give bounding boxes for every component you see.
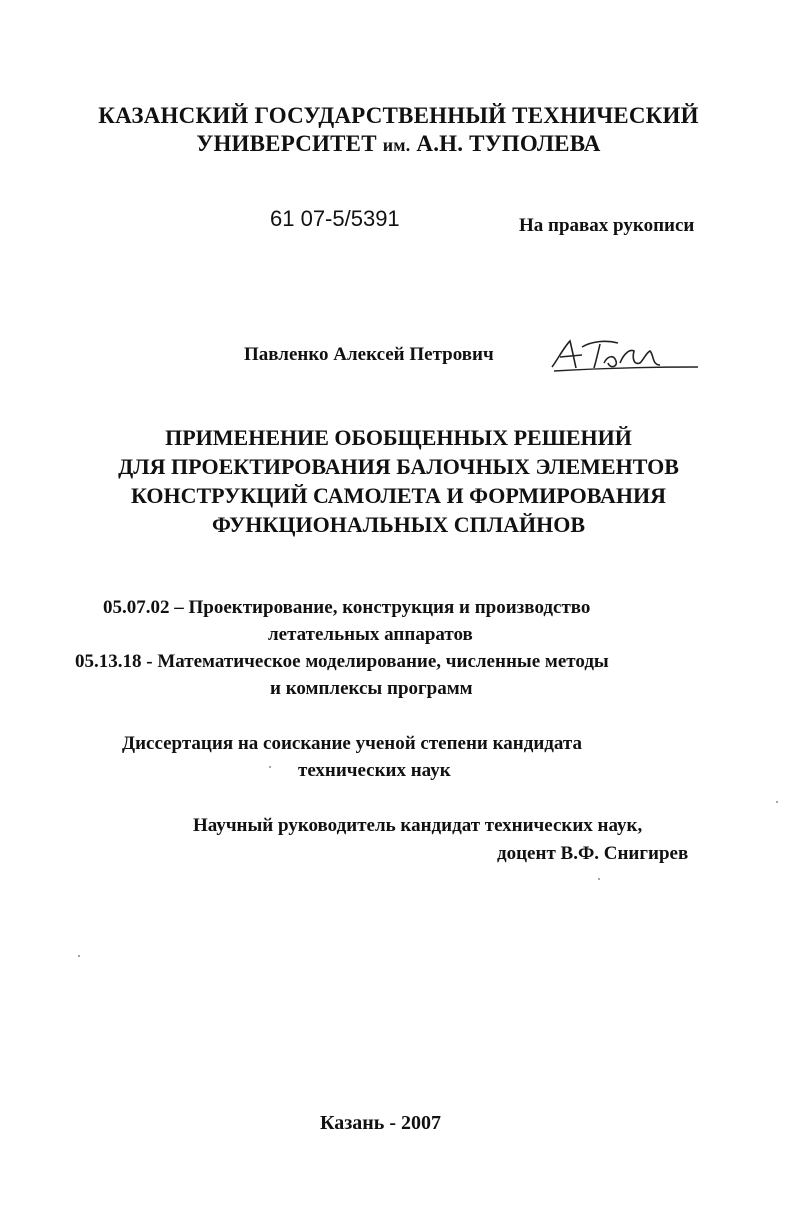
supervisor-line-1: Научный руководитель кандидат технических наук, [193, 815, 643, 836]
catalog-code: 61 07-5/5391 [270, 206, 400, 231]
scan-speck [269, 766, 271, 768]
university-line-1: КАЗАНСКИЙ ГОСУДАРСТВЕННЫЙ ТЕХНИЧЕСКИЙ [98, 103, 699, 128]
title-line-4: ФУНКЦИОНАЛЬНЫХ СПЛАЙНОВ [211, 512, 586, 537]
handwritten-signature-icon [548, 335, 704, 377]
specialty-1-line-2: летательных аппаратов [268, 624, 473, 645]
scan-speck [598, 878, 600, 880]
scan-speck [78, 955, 80, 957]
manuscript-rights: На правах рукописи [519, 215, 695, 236]
university-name: УНИВЕРСИТЕТ [196, 131, 377, 156]
title-line-2: ДЛЯ ПРОЕКТИРОВАНИЯ БАЛОЧНЫХ ЭЛЕМЕНТОВ [118, 454, 679, 479]
university-line-2 [0, 131, 797, 157]
author-name: Павленко Алексей Петрович [244, 344, 494, 365]
scan-speck [776, 801, 778, 803]
dissertation-line-2: технических наук [298, 760, 451, 781]
university-abbr: им. [382, 135, 411, 155]
title-line-3: КОНСТРУКЦИЙ САМОЛЕТА И ФОРМИРОВАНИЯ [130, 483, 666, 508]
dissertation-line-1: Диссертация на соискание ученой степени кандидата [122, 733, 582, 754]
city-year: Казань - 2007 [320, 1112, 442, 1134]
university-named-after: А.Н. ТУПОЛЕВА [416, 131, 601, 156]
specialty-2-line-2: и комплексы программ [270, 678, 473, 699]
title-line-1: ПРИМЕНЕНИЕ ОБОБЩЕННЫХ РЕШЕНИЙ [165, 425, 632, 450]
specialty-2-line-1: 05.13.18 - Математическое моделирование, численные методы [75, 651, 609, 672]
supervisor-line-2: доцент В.Ф. Снигирев [497, 843, 689, 864]
specialty-1-line-1: 05.07.02 – Проектирование, конструкция и производство [103, 597, 591, 618]
